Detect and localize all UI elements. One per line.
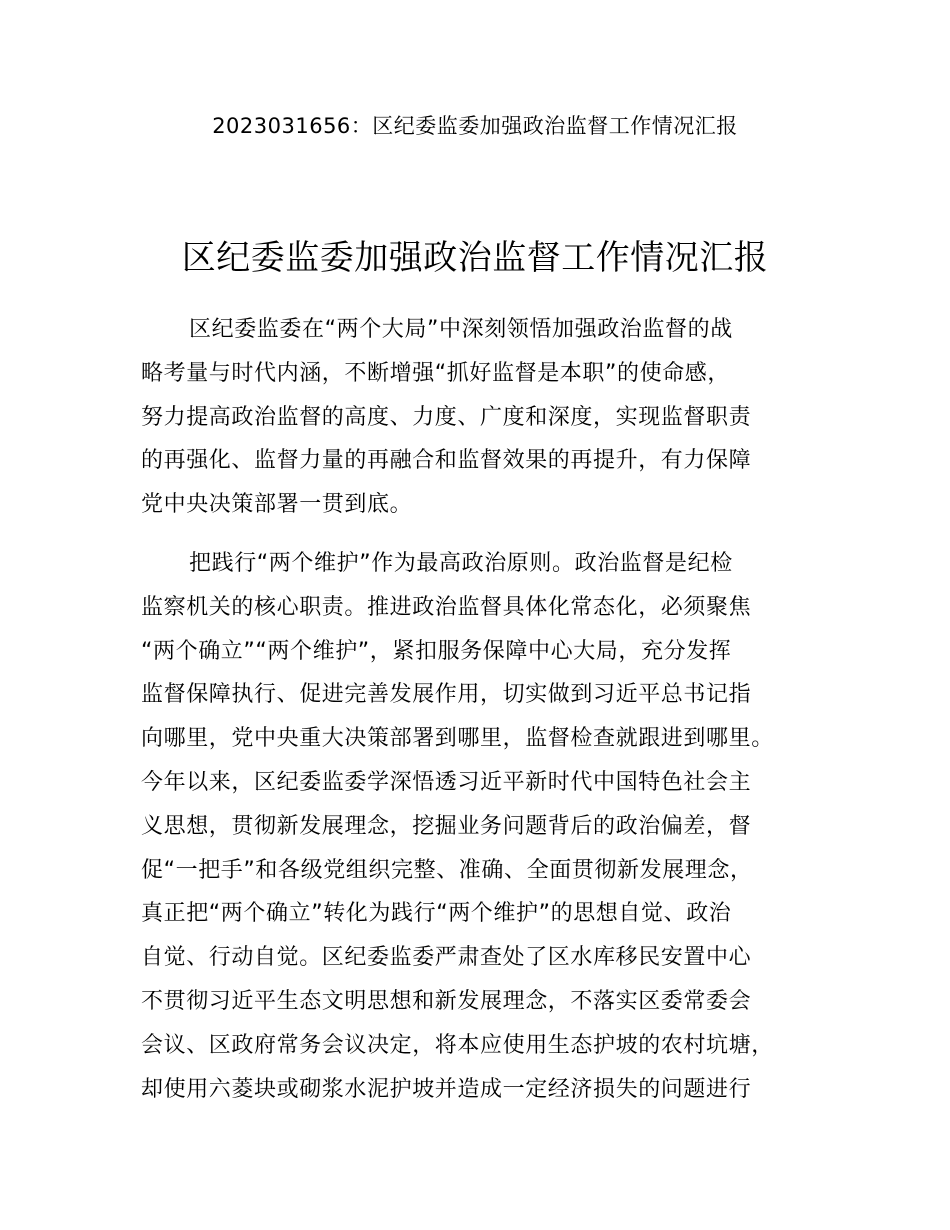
paragraph-line: 监察机关的核心职责。推进政治监督具体化常态化，必须聚焦 <box>141 594 752 620</box>
paragraph-line: 义思想，贯彻新发展理念，挖掘业务问题背后的政治偏差，督 <box>141 813 752 839</box>
paragraph-line: 今年以来，区纪委监委学深悟透习近平新时代中国特色社会主 <box>141 769 752 795</box>
paragraph-line: 向哪里，党中央重大决策部署到哪里，监督检查就跟进到哪里。 <box>141 726 774 752</box>
paragraph-line: 的再强化、监督力量的再融合和监督效果的再提升，有力保障 <box>141 448 752 474</box>
paragraph-line: 却使用六菱块或砌浆水泥护坡并造成一定经济损失的问题进行 <box>141 1076 752 1102</box>
paragraph-line: 真正把“两个确立”转化为践行“两个维护”的思想自觉、政治 <box>141 901 732 927</box>
paragraph-line: 努力提高政治监督的高度、力度、广度和深度，实现监督职责 <box>141 404 752 430</box>
paragraph-line: 区纪委监委在“两个大局”中深刻领悟加强政治监督的战 <box>189 317 733 342</box>
paragraph-line: 促“一把手”和各级党组织完整、准确、全面贯彻新发展理念， <box>141 857 753 883</box>
paragraph-line: 不贯彻习近平生态文明思想和新发展理念，不落实区委常委会 <box>141 988 752 1014</box>
paragraph-line: 党中央决策部署一贯到底。 <box>141 492 413 518</box>
paragraph-line: 略考量与时代内涵，不断增强“抓好监督是本职”的使命感， <box>141 360 730 386</box>
paragraph-1 <box>141 308 751 527</box>
paragraph-line: 自觉、行动自觉。区纪委监委严肃查处了区水库移民安置中心 <box>141 945 752 971</box>
document-header: 2023031656：区纪委监委加强政治监督工作情况汇报 <box>212 114 738 138</box>
document-title: 区纪委监委加强政治监督工作情况汇报 <box>181 238 769 278</box>
paragraph-line: 把践行“两个维护”作为最高政治原则。政治监督是纪检 <box>189 551 733 576</box>
paragraph-line: 会议、区政府常务会议决定，将本应使用生态护坡的农村坑塘， <box>141 1032 774 1058</box>
paragraph-line: “两个确立”“两个维护”，紧扣服务保障中心大局，充分发挥 <box>141 638 732 664</box>
paragraph-line: 监督保障执行、促进完善发展作用，切实做到习近平总书记指 <box>141 682 752 708</box>
paragraph-2 <box>141 542 774 1111</box>
